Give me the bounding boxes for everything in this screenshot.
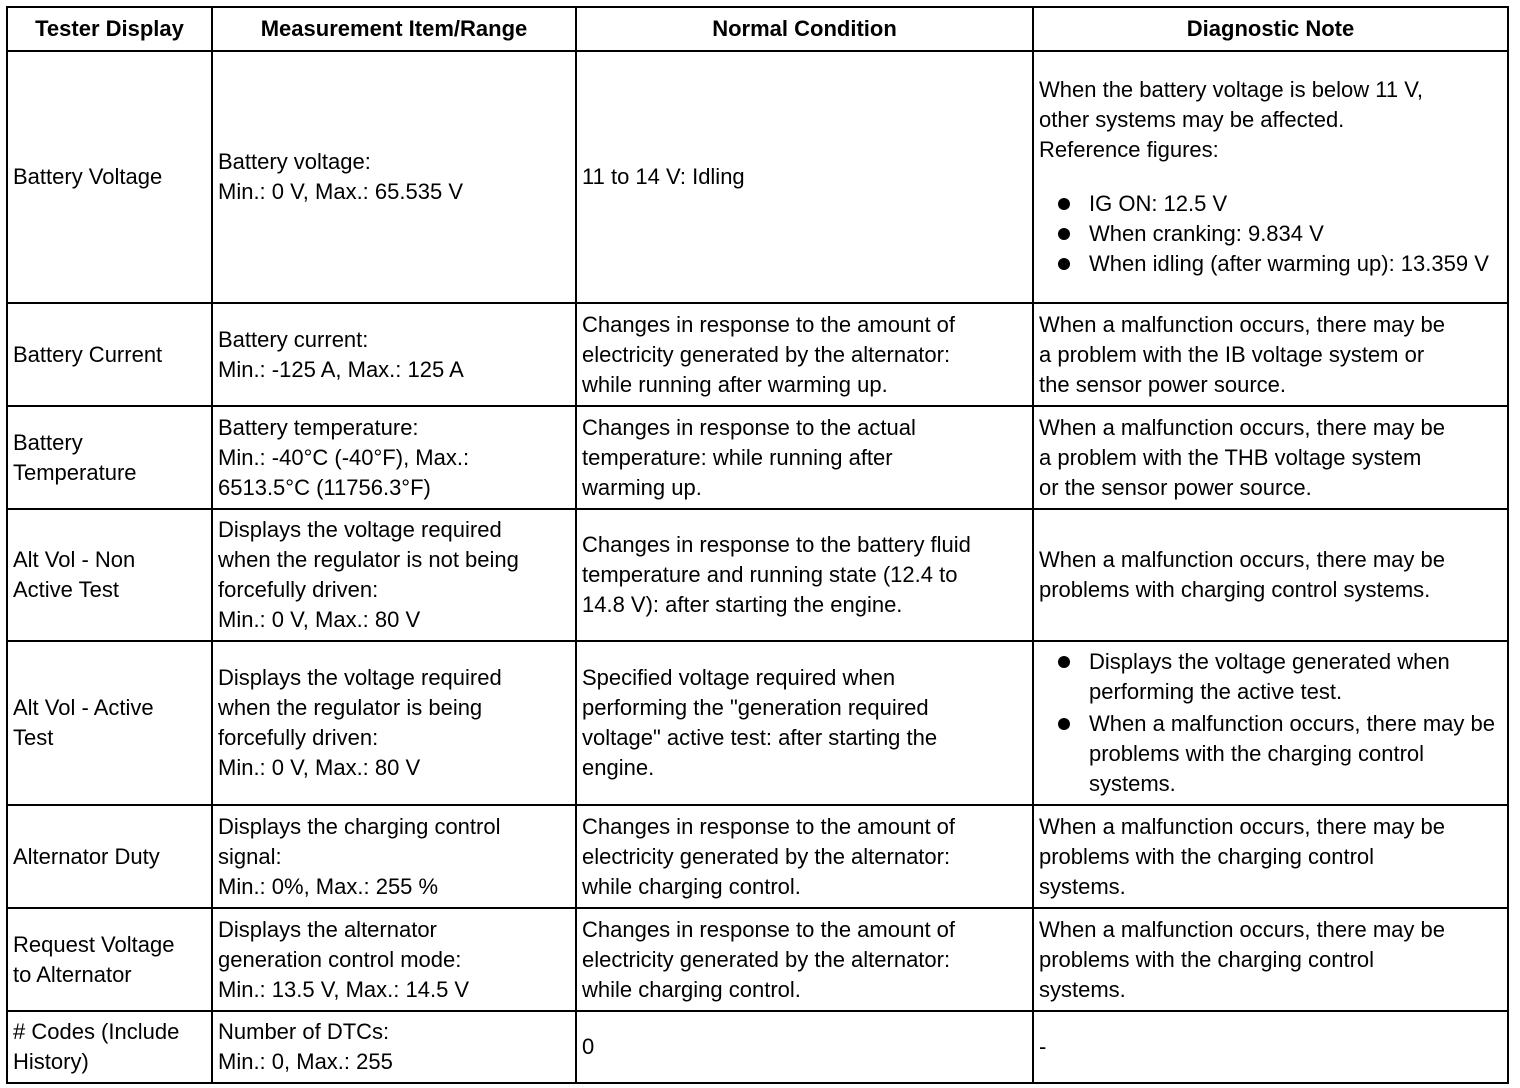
table-row [7, 908, 1508, 1011]
measurement-cell: Displays the alternator generation control mode: Min.: 13.5 V, Max.: 14.5 V [212, 908, 576, 1011]
diagnostic-note-cell: When a malfunction occurs, there may be problems with the charging control systems. [1033, 805, 1508, 908]
normal-condition-cell: Specified voltage required when performing the "generation required voltage" active test: after starting the engine. [576, 641, 1033, 805]
table-row [7, 1011, 1508, 1083]
table-row [7, 509, 1508, 641]
normal-condition-cell: Changes in response to the amount of electricity generated by the alternator: while running after warming up. [576, 303, 1033, 406]
table-row [7, 805, 1508, 908]
diagnostic-note-cell: When a malfunction occurs, there may be a problem with the THB voltage system or the sensor power source. [1033, 406, 1508, 509]
data-list-table [6, 6, 1509, 1084]
header-row [7, 7, 1508, 51]
reference-figures-list [1039, 189, 1502, 279]
normal-condition-cell: Changes in response to the battery fluid temperature and running state (12.4 to 14.8 V): after starting the engine. [576, 509, 1033, 641]
measurement-cell: Battery voltage: Min.: 0 V, Max.: 65.535 V [212, 51, 576, 303]
list-item: When cranking: 9.834 V [1039, 219, 1502, 249]
list-item: Displays the voltage generated when performing the active test. [1039, 647, 1502, 707]
note-list [1039, 647, 1502, 799]
measurement-cell: Displays the charging control signal: Min.: 0%, Max.: 255 % [212, 805, 576, 908]
tester-display-cell: Battery Temperature [7, 406, 212, 509]
tester-display-cell: Battery Voltage [7, 51, 212, 303]
diagnostic-note-cell [1033, 641, 1508, 805]
diagnostic-note-cell: When a malfunction occurs, there may be problems with charging control systems. [1033, 509, 1508, 641]
diagnostic-note-cell: - [1033, 1011, 1508, 1083]
diagnostic-note-cell: When a malfunction occurs, there may be a problem with the IB voltage system or the sensor power source. [1033, 303, 1508, 406]
diagnostic-note-cell: When a malfunction occurs, there may be problems with the charging control systems. [1033, 908, 1508, 1011]
header-diagnostic-note: Diagnostic Note [1033, 7, 1508, 51]
table-row [7, 406, 1508, 509]
normal-condition-cell: 0 [576, 1011, 1033, 1083]
table-row [7, 303, 1508, 406]
list-item: When a malfunction occurs, there may be problems with the charging control systems. [1039, 709, 1502, 799]
measurement-cell: Battery current: Min.: -125 A, Max.: 125 A [212, 303, 576, 406]
tester-display-cell: # Codes (Include History) [7, 1011, 212, 1083]
tester-display-cell: Battery Current [7, 303, 212, 406]
table-row [7, 641, 1508, 805]
header-tester-display: Tester Display [7, 7, 212, 51]
list-item: When idling (after warming up): 13.359 V [1039, 249, 1502, 279]
table-row [7, 51, 1508, 303]
tester-display-cell: Alternator Duty [7, 805, 212, 908]
tester-display-cell: Alt Vol - Non Active Test [7, 509, 212, 641]
measurement-cell: Battery temperature: Min.: -40°C (-40°F), Max.: 6513.5°C (11756.3°F) [212, 406, 576, 509]
measurement-cell: Number of DTCs: Min.: 0, Max.: 255 [212, 1011, 576, 1083]
normal-condition-cell: Changes in response to the amount of electricity generated by the alternator: while charging control. [576, 805, 1033, 908]
tester-display-cell: Alt Vol - Active Test [7, 641, 212, 805]
normal-condition-cell: Changes in response to the actual temperature: while running after warming up. [576, 406, 1033, 509]
normal-condition-cell: Changes in response to the amount of electricity generated by the alternator: while charging control. [576, 908, 1033, 1011]
measurement-cell: Displays the voltage required when the regulator is not being forcefully driven: Min.: 0 V, Max.: 80 V [212, 509, 576, 641]
list-item: IG ON: 12.5 V [1039, 189, 1502, 219]
header-normal-condition: Normal Condition [576, 7, 1033, 51]
diagnostic-note-cell: When the battery voltage is below 11 V, other systems may be affected. Reference figures: IG ON: 12.5 V When cranking: 9.834 V When idling (after warming up): 13.359 V [1033, 51, 1508, 303]
tester-display-cell: Request Voltage to Alternator [7, 908, 212, 1011]
measurement-cell: Displays the voltage required when the regulator is being forcefully driven: Min.: 0 V, Max.: 80 V [212, 641, 576, 805]
header-measurement: Measurement Item/Range [212, 7, 576, 51]
normal-condition-cell: 11 to 14 V: Idling [576, 51, 1033, 303]
